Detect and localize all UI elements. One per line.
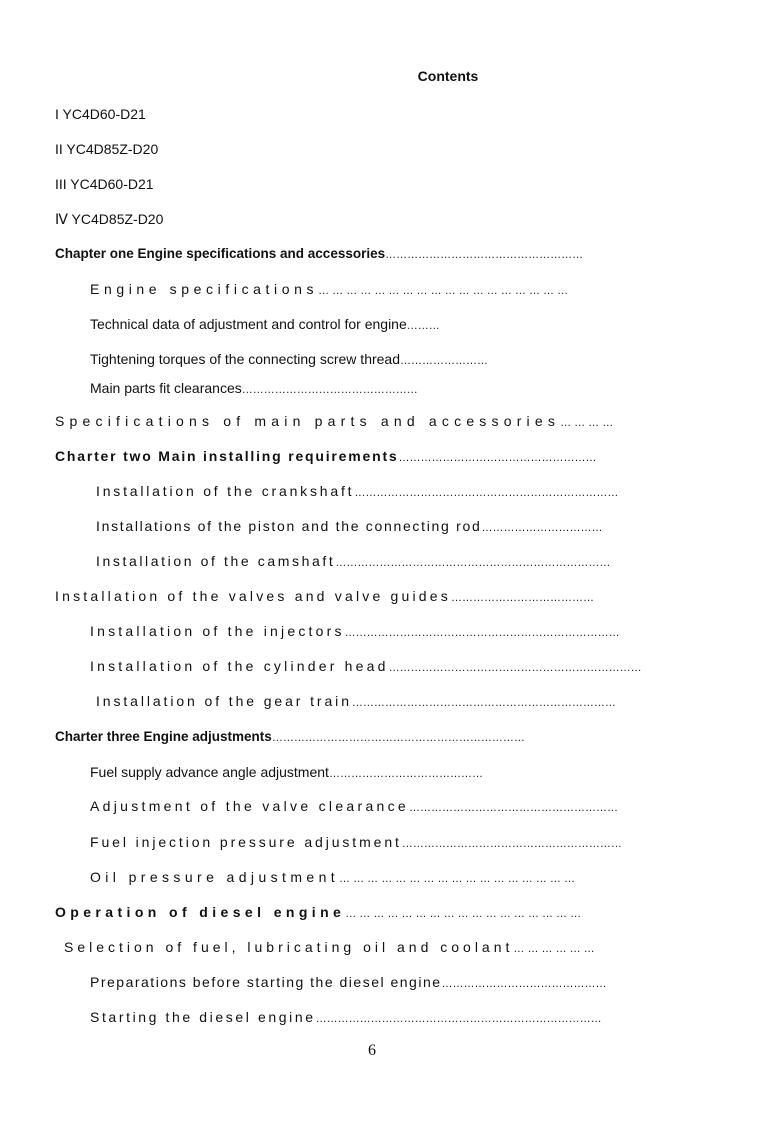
toc-entry-model-1[interactable] xyxy=(55,105,146,123)
toc-entry-text: III YC4D60-D21 xyxy=(55,176,154,192)
toc-leader-dots: ……………………………………………… xyxy=(398,452,597,464)
toc-entry-gear-train[interactable] xyxy=(96,692,690,712)
toc-leader-dots: …………………………………………………………… xyxy=(388,662,642,674)
page-number: 6 xyxy=(368,1042,376,1059)
toc-entry-text: Main parts fit clearances xyxy=(90,380,242,396)
toc-entry-oil-pressure[interactable] xyxy=(90,868,690,888)
toc-entry-cylinder-head[interactable] xyxy=(90,657,690,677)
toc-entry-text: II YC4D85Z-D20 xyxy=(55,141,159,157)
toc-entry-text: Chapter one Engine specifications and accessories xyxy=(55,246,386,261)
toc-entry-model-3[interactable] xyxy=(55,175,154,193)
toc-entry-fuel-advance-angle[interactable] xyxy=(90,763,532,783)
toc-leader-dots: ………………………………… xyxy=(451,592,594,604)
toc-leader-dots: … … … … xyxy=(560,417,614,429)
contents-title: Contents xyxy=(417,68,479,84)
toc-entry-text: Installation of the crankshaft xyxy=(96,483,355,499)
toc-leader-dots: … … … … … … … … … … … … … … … … … xyxy=(339,873,575,885)
toc-entry-valve-clearance[interactable] xyxy=(90,797,690,817)
toc-entry-text: I YC4D60-D21 xyxy=(55,106,146,122)
toc-leader-dots: ………………………………………………… xyxy=(409,802,619,814)
toc-entry-valves-guides[interactable] xyxy=(55,587,695,607)
toc-leader-dots: ……… xyxy=(406,320,440,332)
toc-leader-dots: ………………………………………… xyxy=(241,384,418,396)
toc-entry-text: Installations of the piston and the connecting rod xyxy=(96,518,482,534)
toc-leader-dots: ……………………………………………… xyxy=(385,249,584,261)
toc-leader-dots: …………………………… xyxy=(481,522,603,534)
toc-leader-dots: … … … … … … … … … … … … … … … … … xyxy=(345,908,582,920)
toc-entry-operation[interactable] xyxy=(55,903,695,923)
toc-leader-dots: ……………………………………… xyxy=(441,978,607,990)
toc-leader-dots: ………………………………………………………………… xyxy=(344,627,620,639)
toc-entry-text: Fuel injection pressure adjustment xyxy=(90,834,402,850)
toc-chapter-two[interactable] xyxy=(55,447,695,467)
toc-leader-dots: …………………… xyxy=(400,355,489,367)
toc-entry-piston-connecting-rod[interactable] xyxy=(96,517,690,537)
toc-entry-text: Charter three Engine adjustments xyxy=(55,729,272,744)
toc-entry-fuel-oil-coolant[interactable] xyxy=(64,938,694,958)
toc-entry-tightening-torques[interactable] xyxy=(90,350,560,370)
toc-entry-text: Selection of fuel, lubricating oil and coolant xyxy=(64,939,514,955)
toc-entry-text: Starting the diesel engine xyxy=(90,1009,316,1025)
toc-entry-text: Fuel supply advance angle adjustment xyxy=(90,764,329,780)
toc-entry-text: Installation of the camshaft xyxy=(96,553,336,569)
toc-entry-camshaft[interactable] xyxy=(96,552,690,572)
toc-entry-fuel-injection-pressure[interactable] xyxy=(90,833,690,853)
toc-entry-text: Tightening torques of the connecting screw thread xyxy=(90,351,401,367)
toc-entry-engine-specifications[interactable] xyxy=(90,280,690,300)
toc-leader-dots: ………………………………………………………………… xyxy=(335,557,611,569)
toc-entry-text: Technical data of adjustment and control for engine xyxy=(90,316,407,332)
toc-entry-main-parts-specifications[interactable] xyxy=(55,412,695,432)
toc-entry-fit-clearances[interactable] xyxy=(90,379,490,399)
toc-entry-technical-data[interactable] xyxy=(90,315,510,335)
toc-leader-dots: …………………………………………………… xyxy=(401,838,622,850)
toc-entry-preparations[interactable] xyxy=(90,973,690,993)
toc-leader-dots: … … … … … … xyxy=(513,943,595,955)
toc-entry-starting[interactable] xyxy=(90,1008,690,1028)
toc-entry-text: Engine specifications xyxy=(90,281,319,297)
toc-entry-model-4[interactable] xyxy=(55,210,163,228)
toc-leader-dots: ……………………………………………………………… xyxy=(354,487,619,499)
toc-entry-text: Installation of the valves and valve guides xyxy=(55,588,451,604)
toc-leader-dots: …………………………………… xyxy=(328,768,483,780)
toc-leader-dots: … … … … … … … … … … … … … … … … … … xyxy=(318,285,569,297)
toc-entry-text: Oil pressure adjustment xyxy=(90,869,340,885)
toc-entry-injectors[interactable] xyxy=(90,622,690,642)
toc-leader-dots: …………………………………………………………………… xyxy=(315,1013,602,1025)
toc-leader-dots: ……………………………………………………………… xyxy=(351,697,616,709)
toc-leader-dots: …………………………………………………………… xyxy=(271,732,525,744)
toc-entry-crankshaft[interactable] xyxy=(96,482,690,502)
toc-chapter-one[interactable] xyxy=(55,245,655,264)
toc-entry-text: Installation of the injectors xyxy=(90,623,345,639)
toc-entry-text: Installation of the cylinder head xyxy=(90,658,389,674)
toc-entry-text: Preparations before starting the diesel engine xyxy=(90,974,442,990)
toc-entry-text: Adjustment of the valve clearance xyxy=(90,798,410,814)
toc-entry-text: Charter two Main installing requirements xyxy=(55,448,399,464)
toc-entry-text: Operation of diesel engine xyxy=(55,904,346,920)
toc-entry-text: Ⅳ YC4D85Z-D20 xyxy=(55,211,164,227)
toc-entry-text: Installation of the gear train xyxy=(96,693,352,709)
toc-chapter-three[interactable] xyxy=(55,728,615,747)
toc-entry-text: Specifications of main parts and accessories xyxy=(55,413,561,429)
toc-entry-model-2[interactable] xyxy=(55,140,158,158)
